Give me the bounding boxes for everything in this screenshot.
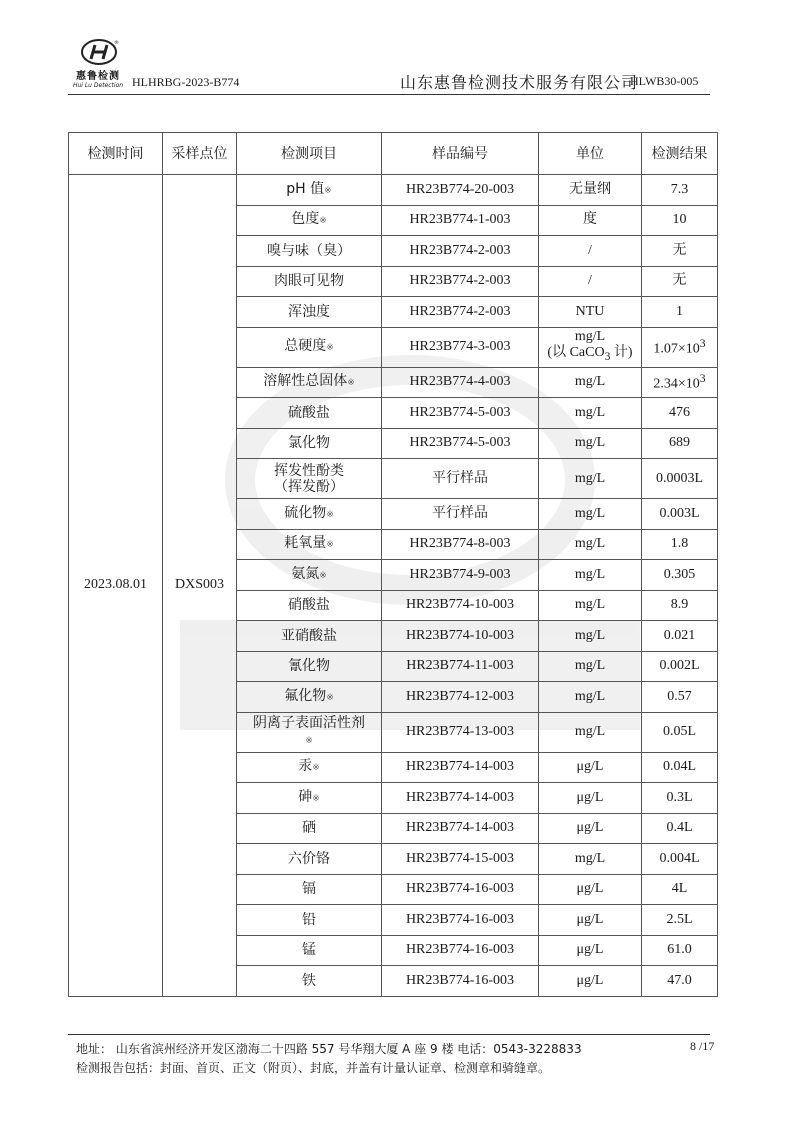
cell-item — [237, 499, 382, 530]
cell-unit — [539, 560, 642, 591]
cell-item — [237, 905, 382, 936]
result-exponent: 3 — [699, 372, 706, 386]
cell-result — [642, 874, 718, 905]
report-code: HLHRBG-2023-B774 — [132, 75, 240, 89]
item-name: 硒 — [302, 820, 316, 837]
cell-result — [642, 712, 718, 752]
header-divider — [68, 94, 710, 95]
table-row — [69, 175, 718, 206]
sample-id: HR23B774-16-003 — [405, 911, 515, 927]
unit-text: μg/L — [576, 972, 604, 988]
cell-item — [237, 398, 382, 429]
cell-unit — [539, 529, 642, 560]
cell-sample-id — [382, 459, 539, 499]
item-name: 溶解性总固体 — [263, 373, 348, 390]
cell-location: DXS003 — [163, 175, 237, 997]
cell-item — [237, 428, 382, 459]
result-value: 0.04L — [662, 759, 697, 775]
unit-text: μg/L — [576, 911, 604, 927]
item-name: 氟化物 — [284, 687, 327, 704]
table-body — [69, 175, 718, 997]
cell-result — [642, 236, 718, 267]
footer-address: 地址： 山东省滨州经济开发区渤海二十四路 557 号华翔大厦 A 座 9 楼 电话：0543-3228833 — [76, 1042, 582, 1056]
result-value: 7.3 — [670, 181, 689, 197]
result-value: 无 — [672, 273, 687, 289]
cell-sample-id — [382, 499, 539, 530]
cell-item — [237, 813, 382, 844]
cell-item — [237, 175, 382, 206]
cell-item — [237, 935, 382, 966]
item-name: 铁 — [302, 972, 316, 989]
cell-result — [642, 205, 718, 236]
sample-id: HR23B774-8-003 — [409, 536, 511, 552]
company-name: 山东惠鲁检测技术服务有限公司 — [400, 73, 639, 92]
item-name: 浑浊度 — [288, 303, 330, 320]
item-name: 镉 — [302, 881, 316, 898]
cell-sample-id — [382, 529, 539, 560]
cell-unit — [539, 712, 642, 752]
item-name: 挥发性酚类 — [274, 462, 344, 479]
cell-item — [237, 712, 382, 752]
cell-result — [642, 935, 718, 966]
cell-item — [237, 682, 382, 713]
cell-unit — [539, 205, 642, 236]
result-value: 1.8 — [670, 536, 689, 552]
result-value: 4L — [671, 881, 688, 897]
cell-sample-id — [382, 175, 539, 206]
cell-unit — [539, 459, 642, 499]
item-name: 汞 — [298, 758, 313, 775]
cell-unit — [539, 428, 642, 459]
cell-unit — [539, 682, 642, 713]
sample-id: HR23B774-16-003 — [405, 942, 515, 958]
cell-unit — [539, 367, 642, 398]
sample-id: HR23B774-10-003 — [405, 627, 515, 643]
unit-text: mg/L — [574, 597, 606, 613]
cell-item — [237, 621, 382, 652]
result-value: 0.05L — [662, 724, 697, 739]
company-logo — [72, 38, 124, 92]
cell-sample-id — [382, 651, 539, 682]
cell-result — [642, 560, 718, 591]
cma-mark: ※ — [326, 509, 334, 520]
cell-unit — [539, 874, 642, 905]
item-name: 砷 — [298, 788, 313, 805]
cell-result — [642, 651, 718, 682]
cma-mark: ※ — [326, 540, 334, 551]
item-name: 锰 — [302, 942, 316, 959]
cell-result — [642, 621, 718, 652]
cell-unit — [539, 844, 642, 875]
cma-mark: ※ — [326, 692, 334, 703]
cell-item — [237, 367, 382, 398]
result-value: 无 — [672, 242, 687, 258]
cell-sample-id — [382, 783, 539, 814]
cell-sample-id — [382, 905, 539, 936]
item-name: 阴离子表面活性剂 — [253, 715, 365, 731]
unit-text: mg/L — [574, 627, 606, 643]
cell-sample-id — [382, 327, 539, 367]
sample-id: HR23B774-2-003 — [409, 303, 511, 319]
cell-sample-id — [382, 935, 539, 966]
unit-text: mg/L — [574, 658, 606, 674]
cell-sample-id — [382, 682, 539, 713]
cell-item — [237, 529, 382, 560]
item-name-line2: （挥发酚） — [274, 478, 344, 495]
sample-id: HR23B774-20-003 — [405, 181, 515, 197]
sample-id: HR23B774-5-003 — [409, 404, 511, 420]
result-value: 0.021 — [663, 627, 696, 643]
cma-mark: ※ — [312, 793, 320, 804]
unit-text: mg/L — [574, 329, 606, 345]
cma-mark: ※ — [324, 185, 332, 196]
unit-text: μg/L — [576, 789, 604, 805]
item-name: 耗氧量 — [284, 535, 327, 552]
cell-unit — [539, 935, 642, 966]
cell-result — [642, 682, 718, 713]
result-value: 0.3L — [666, 789, 693, 805]
sample-id: HR23B774-10-003 — [405, 597, 515, 613]
cell-sample-id — [382, 874, 539, 905]
unit-text: μg/L — [576, 820, 604, 836]
item-name: 亚硝酸盐 — [281, 627, 337, 644]
sample-id: HR23B774-14-003 — [405, 759, 515, 775]
cell-sample-id — [382, 844, 539, 875]
cma-mark: ※ — [326, 343, 334, 353]
cell-unit — [539, 783, 642, 814]
result-value: 0.4L — [666, 820, 693, 836]
cell-unit — [539, 266, 642, 297]
page-number: 8 /17 — [690, 1039, 715, 1053]
result-value: 8.9 — [670, 597, 689, 613]
sample-id: HR23B774-9-003 — [409, 566, 511, 582]
cell-item — [237, 966, 382, 997]
cell-unit — [539, 966, 642, 997]
result-exponent: 3 — [699, 337, 706, 351]
cell-result — [642, 428, 718, 459]
unit-text: 无量纲 — [569, 181, 611, 197]
item-name: 氨氮 — [291, 565, 320, 582]
cell-item — [237, 844, 382, 875]
cell-unit — [539, 905, 642, 936]
cell-result — [642, 398, 718, 429]
cell-result — [642, 783, 718, 814]
cell-sample-id — [382, 590, 539, 621]
cell-sample-id — [382, 266, 539, 297]
cell-sample-id — [382, 712, 539, 752]
item-name: 嗅与味（臭） — [267, 242, 351, 259]
cell-sample-id — [382, 236, 539, 267]
table-header-row — [69, 133, 718, 175]
svg-text:®: ® — [114, 40, 119, 46]
cell-unit — [539, 621, 642, 652]
cell-item — [237, 752, 382, 783]
unit-text: / — [588, 242, 592, 258]
result-value: 10 — [672, 212, 687, 228]
unit-text: mg/L — [574, 566, 606, 582]
footer-divider — [68, 1034, 710, 1035]
unit-text: mg/L — [574, 470, 606, 486]
sample-id: HR23B774-14-003 — [405, 789, 515, 805]
cell-result — [642, 175, 718, 206]
unit-note: (以 CaCO — [547, 345, 605, 361]
sample-id: HR23B774-12-003 — [405, 688, 515, 704]
item-name: 六价铬 — [288, 850, 330, 867]
result-value: 0.004L — [659, 850, 700, 866]
cell-unit — [539, 327, 642, 367]
item-name: 氰化物 — [288, 658, 330, 675]
col-header-time: 检测时间 — [69, 133, 163, 175]
cell-result — [642, 297, 718, 328]
cell-unit — [539, 590, 642, 621]
footer-note: 检测报告包括：封面、首页、正文（附页）、封底，并盖有计量认证章、检测章和骑缝章。 — [76, 1061, 551, 1075]
cell-result — [642, 590, 718, 621]
sample-id: HR23B774-2-003 — [409, 273, 511, 289]
sample-id: HR23B774-15-003 — [405, 850, 515, 866]
result-value: 1.07×10 — [653, 341, 700, 357]
cell-result — [642, 905, 718, 936]
cell-result — [642, 266, 718, 297]
cell-item — [237, 874, 382, 905]
cma-mark: ※ — [319, 216, 327, 227]
item-name: 硫酸盐 — [288, 404, 330, 421]
unit-text: mg/L — [574, 850, 606, 866]
logo-mark-icon — [80, 38, 118, 66]
result-value: 1 — [676, 303, 683, 319]
cell-item — [237, 205, 382, 236]
cell-result — [642, 367, 718, 398]
unit-text: μg/L — [576, 942, 604, 958]
cell-result — [642, 752, 718, 783]
unit-text: mg/L — [574, 688, 606, 704]
cell-item — [237, 459, 382, 499]
unit-text: / — [588, 273, 592, 289]
sample-id: HR23B774-1-003 — [409, 212, 511, 228]
cell-item — [237, 236, 382, 267]
results-table — [68, 132, 718, 997]
item-name: 肉眼可见物 — [274, 273, 344, 290]
cell-sample-id — [382, 621, 539, 652]
cell-sample-id — [382, 398, 539, 429]
cell-result — [642, 813, 718, 844]
cell-unit — [539, 813, 642, 844]
cell-unit — [539, 398, 642, 429]
item-name: 总硬度 — [284, 338, 327, 354]
unit-text: mg/L — [574, 505, 606, 521]
cell-sample-id — [382, 297, 539, 328]
sample-id: HR23B774-16-003 — [405, 972, 515, 988]
cell-unit — [539, 752, 642, 783]
cell-unit — [539, 236, 642, 267]
result-value: 0.57 — [667, 688, 692, 704]
result-value: 0.0003L — [655, 470, 704, 486]
result-value: 689 — [669, 435, 690, 451]
sample-id: HR23B774-16-003 — [405, 881, 515, 897]
cell-item — [237, 297, 382, 328]
sample-id: HR23B774-2-003 — [409, 242, 511, 258]
cell-result — [642, 529, 718, 560]
unit-text: mg/L — [574, 374, 606, 390]
sample-id: 平行样品 — [432, 505, 488, 521]
unit-text: μg/L — [576, 759, 604, 775]
cell-sample-id — [382, 367, 539, 398]
result-value: 0.305 — [663, 566, 696, 582]
unit-text: mg/L — [574, 404, 606, 420]
col-header-location: 采样点位 — [163, 133, 237, 175]
item-name: 铅 — [302, 911, 316, 928]
result-value: 2.5L — [666, 911, 693, 927]
sample-id: HR23B774-5-003 — [409, 435, 511, 451]
col-header-result: 检测结果 — [642, 133, 718, 175]
unit-note-sub: 3 — [604, 349, 611, 363]
unit-text: mg/L — [574, 435, 606, 451]
cell-item — [237, 327, 382, 367]
cma-mark: ※ — [347, 378, 355, 389]
cma-mark: ※ — [312, 763, 320, 774]
cell-unit — [539, 297, 642, 328]
cell-result — [642, 966, 718, 997]
cell-sample-id — [382, 560, 539, 591]
result-value: 476 — [669, 404, 690, 420]
col-header-sample: 样品编号 — [382, 133, 539, 175]
cell-date: 2023.08.01 — [69, 175, 163, 997]
sample-id: HR23B774-4-003 — [409, 374, 511, 390]
sample-id: HR23B774-14-003 — [405, 820, 515, 836]
cma-mark: ※ — [319, 570, 327, 581]
cell-item — [237, 590, 382, 621]
cell-sample-id — [382, 813, 539, 844]
unit-text: 度 — [583, 212, 597, 228]
cell-sample-id — [382, 428, 539, 459]
col-header-unit: 单位 — [539, 133, 642, 175]
result-value: 0.002L — [659, 658, 700, 674]
item-name: pH 值 — [286, 180, 325, 197]
sample-id: 平行样品 — [432, 470, 488, 486]
cell-result — [642, 499, 718, 530]
cell-result — [642, 459, 718, 499]
unit-text: μg/L — [576, 881, 604, 897]
item-name: 氯化物 — [288, 435, 330, 452]
item-name: 硝酸盐 — [288, 597, 330, 614]
unit-text: NTU — [575, 303, 605, 319]
cell-sample-id — [382, 205, 539, 236]
unit-text: mg/L — [574, 536, 606, 552]
cell-sample-id — [382, 966, 539, 997]
logo-text-cn: 惠鲁检测 — [76, 71, 120, 82]
result-value: 61.0 — [667, 942, 692, 958]
item-name: 硫化物 — [284, 504, 327, 521]
col-header-item: 检测项目 — [237, 133, 382, 175]
cell-sample-id — [382, 752, 539, 783]
cell-unit — [539, 499, 642, 530]
cell-item — [237, 266, 382, 297]
cell-item — [237, 783, 382, 814]
cell-unit — [539, 175, 642, 206]
item-name: 色度 — [291, 211, 320, 228]
cell-unit — [539, 651, 642, 682]
sample-id: HR23B774-11-003 — [406, 658, 514, 674]
unit-note-tail: 计) — [610, 345, 633, 361]
cell-item — [237, 651, 382, 682]
result-value: 2.34×10 — [653, 377, 700, 393]
cell-item — [237, 560, 382, 591]
form-code: HLWB30-005 — [630, 74, 699, 88]
cell-result — [642, 844, 718, 875]
cma-mark: ※ — [305, 736, 313, 746]
sample-id: HR23B774-3-003 — [409, 339, 511, 354]
sample-id: HR23B774-13-003 — [405, 724, 515, 739]
result-value: 0.003L — [659, 505, 700, 521]
logo-text-en: Hui Lu Detection — [72, 82, 124, 89]
result-value: 47.0 — [667, 972, 692, 988]
unit-text: mg/L — [574, 724, 606, 739]
cell-result — [642, 327, 718, 367]
